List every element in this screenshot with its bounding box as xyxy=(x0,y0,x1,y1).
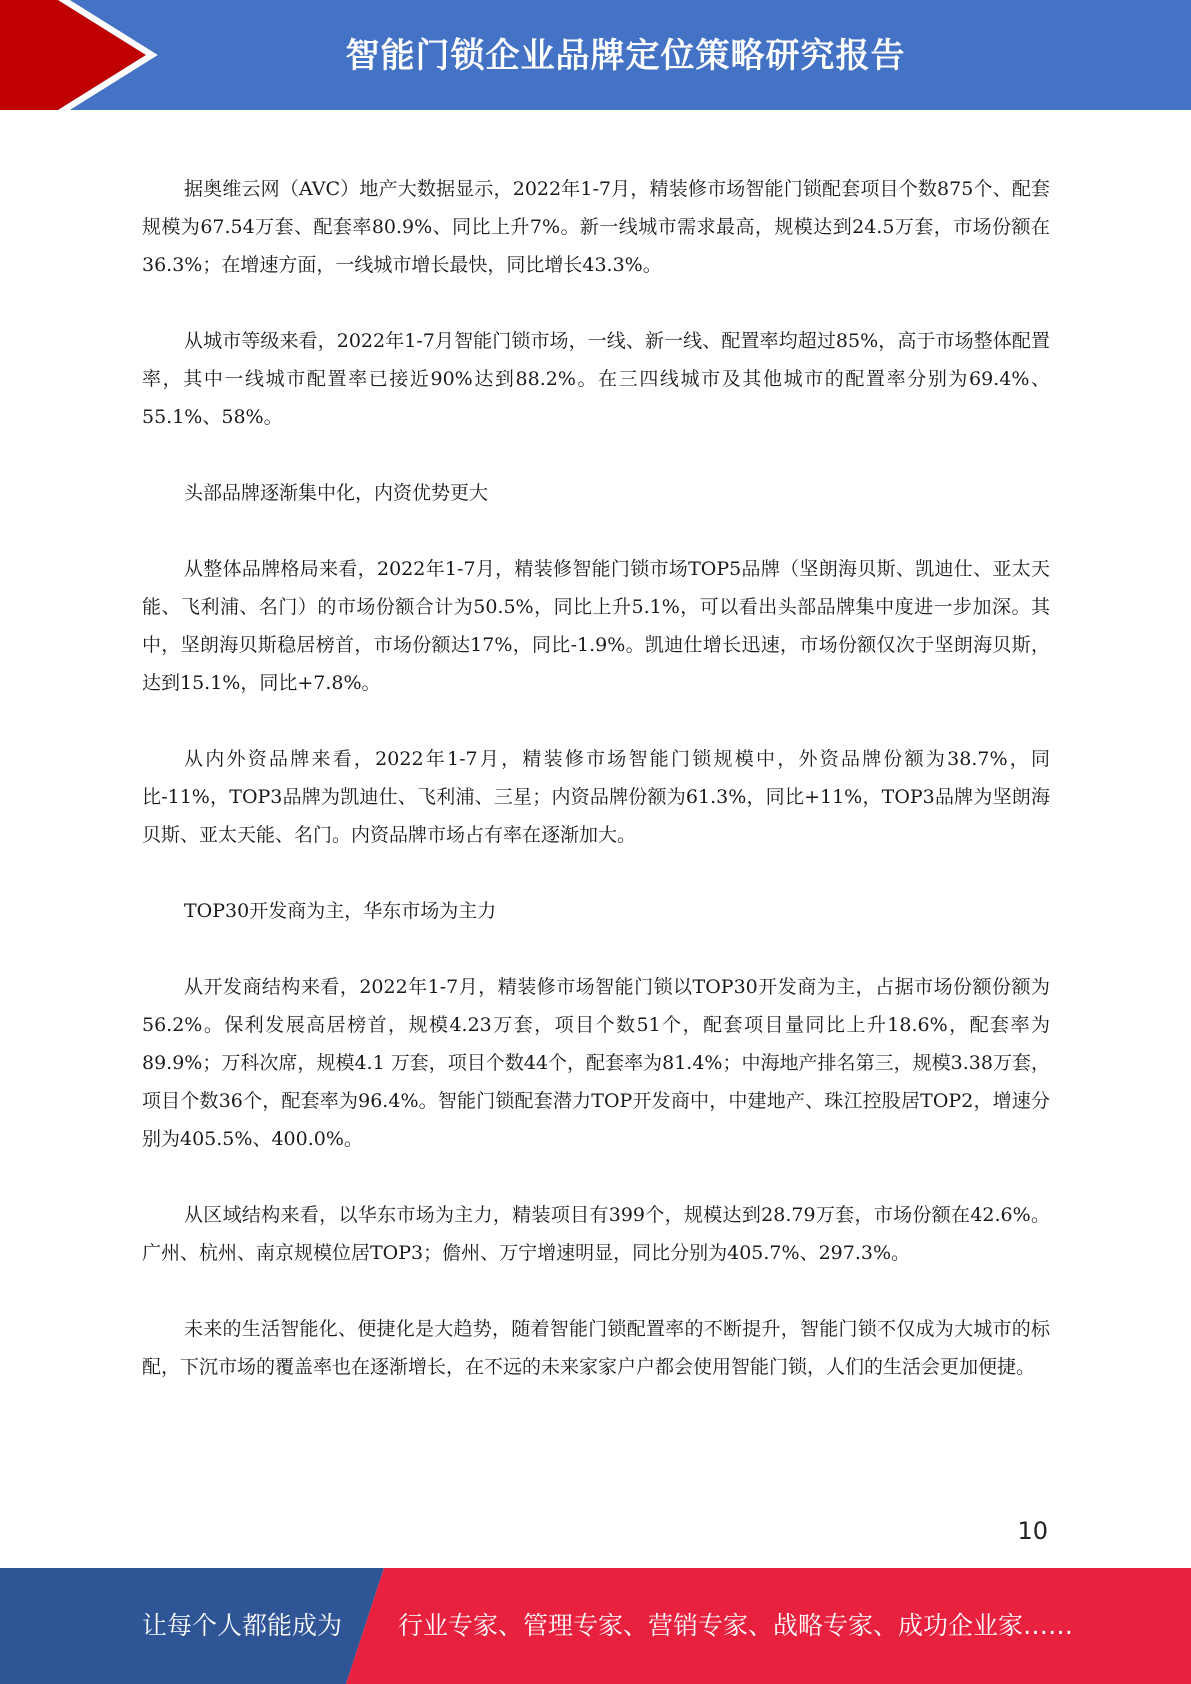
report-body xyxy=(142,170,1050,1424)
paragraph-regional-structure: 从区域结构来看，以华东市场为主力，精装项目有399个，规模达到28.79万套，市场份额在42.6%。广州、杭州、南京规模位居TOP3；儋州、万宁增速明显，同比分别为405.7%、297.3%。 xyxy=(142,1204,1050,1264)
footer-slogan-right: 行业专家、管理专家、营销专家、战略专家、成功企业家…… xyxy=(398,1611,1074,1640)
paragraph-city-tier: 从城市等级来看，2022年1-7月智能门锁市场，一线、新一线、配置率均超过85%，高于市场整体配置率，其中一线城市配置率已接近90%达到88.2%。在三四线城市及其他城市的配置率分别为69.4%、55.1%、58%。 xyxy=(142,330,1050,428)
paragraph-future-outlook: 未来的生活智能化、便捷化是大趋势，随着智能门锁配置率的不断提升，智能门锁不仅成为大城市的标配，下沉市场的覆盖率也在逐渐增长，在不远的未来家家户户都会使用智能门锁，人们的生活会更加便捷。 xyxy=(142,1318,1050,1378)
paragraph-brand-landscape: 从整体品牌格局来看，2022年1-7月，精装修智能门锁市场TOP5品牌（坚朗海贝斯、凯迪仕、亚太天能、飞利浦、名门）的市场份额合计为50.5%，同比上升5.1%，可以看出头部品牌集中度进一步加深。其中，坚朗海贝斯稳居榜首，市场份额达17%，同比-1.9%。凯迪仕增长迅速，市场份额仅次于坚朗海贝斯，达到15.1%，同比+7.8%。 xyxy=(142,558,1050,694)
section-heading-brands: 头部品牌逐渐集中化，内资优势更大 xyxy=(184,482,489,504)
page-number: 10 xyxy=(1017,1517,1048,1545)
paragraph-domestic-foreign: 从内外资品牌来看，2022年1-7月，精装修市场智能门锁规模中，外资品牌份额为38.7%，同比-11%，TOP3品牌为凯迪仕、飞利浦、三星；内资品牌份额为61.3%，同比+11%，TOP3品牌为坚朗海贝斯、亚太天能、名门。内资品牌市场占有率在逐渐加大。 xyxy=(142,748,1050,846)
page-header xyxy=(0,0,1191,110)
section-heading-developers: TOP30开发商为主，华东市场为主力 xyxy=(184,900,497,922)
paragraph-developer-structure: 从开发商结构来看，2022年1-7月，精装修市场智能门锁以TOP30开发商为主，占据市场份额份额为56.2%。保利发展高居榜首，规模4.23万套，项目个数51个，配套项目量同比上升18.6%，配套率为89.9%；万科次席，规模4.1 万套，项目个数44个，配套率为81.4%；中海地产排名第三，规模3.38万套，项目个数36个，配套率为96.4%。智能门锁配套潜力TOP开发商中，中建地产、珠江控股居TOP2，增速分别为405.5%、400.0%。 xyxy=(142,976,1050,1150)
footer-slogan-left: 让每个人都能成为 xyxy=(142,1611,343,1640)
report-title: 智能门锁企业品牌定位策略研究报告 xyxy=(345,36,906,76)
page-footer xyxy=(0,1568,1191,1684)
paragraph-market-overview: 据奥维云网（AVC）地产大数据显示，2022年1-7月，精装修市场智能门锁配套项目个数875个、配套规模为67.54万套、配套率80.9%、同比上升7%。新一线城市需求最高，规模达到24.5万套，市场份额在36.3%；在增速方面，一线城市增长最快，同比增长43.3%。 xyxy=(142,178,1050,276)
